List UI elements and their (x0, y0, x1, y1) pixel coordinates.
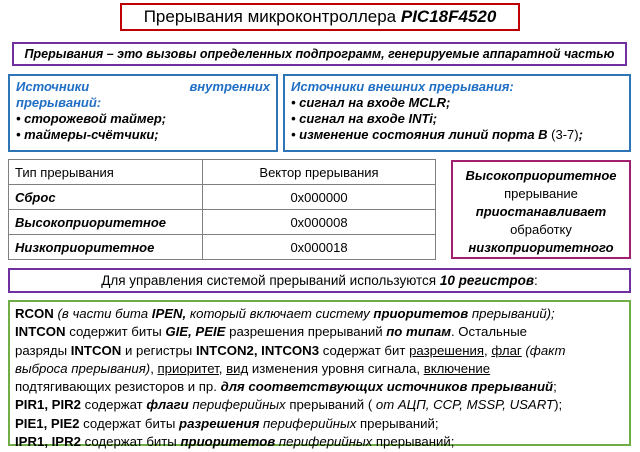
register-line-intcon-4 (15, 378, 624, 396)
registers-description (8, 300, 631, 450)
text-span: выброса прерывания) (15, 360, 151, 376)
text-span: , (150, 360, 158, 376)
control-count: 10 регистров (439, 273, 535, 288)
interrupt-type: Сброс (9, 185, 203, 210)
register-line-rcon (15, 305, 624, 323)
text-span: . Остальные (450, 324, 528, 340)
text-span: периферийных (259, 415, 357, 431)
external-heading: Источники внешних прерывания: (291, 79, 514, 94)
control-text: Для управления системой прерываний используются (101, 273, 440, 288)
table-row (9, 185, 436, 210)
title-prefix: Прерывания микроконтроллера (143, 7, 401, 26)
text-span: прерываний ( (285, 397, 376, 413)
priority-note (451, 160, 631, 259)
internal-heading (16, 79, 270, 95)
text-span: содержат (80, 397, 147, 413)
interrupt-vector: 0x000018 (203, 235, 436, 260)
register-line-ipr (15, 433, 624, 451)
external-item (291, 127, 623, 143)
text-span: изменения уровня сигнала, (248, 360, 424, 376)
text-span: и регистры (121, 342, 196, 358)
table-row (9, 210, 436, 235)
register-line-pir (15, 396, 624, 414)
external-item: • сигнал на входе MCLR; (291, 95, 451, 110)
text-span: IPEN, (151, 306, 187, 321)
text-span: подтягивающих резисторов и пр. (15, 379, 221, 395)
register-name: IPR1, IPR2 (15, 434, 81, 450)
control-end: : (534, 273, 538, 288)
text-span: периферийных (188, 397, 286, 413)
external-sources-box (283, 74, 631, 152)
register-line-pie (15, 415, 624, 433)
priority-note-line: низкоприоритетного (468, 240, 614, 255)
text-span: , (484, 342, 492, 358)
interrupt-vector: 0x000008 (203, 210, 436, 235)
text-span: содержат биты (79, 415, 180, 431)
table-header: Вектор прерывания (203, 160, 436, 185)
text-span: , (218, 360, 227, 376)
register-name: PIE1, PIE2 (15, 415, 80, 431)
register-name: PIR1, PIR2 (15, 397, 81, 413)
internal-heading-word-1: Источники (16, 79, 90, 94)
internal-sources-box (8, 74, 278, 152)
text-span: по типам (386, 324, 451, 340)
text-span: прерываний); (468, 306, 555, 321)
text-span: флаг (491, 342, 522, 358)
text-span: (факт (521, 342, 566, 358)
text-span: приоритет (157, 360, 219, 376)
text-span: содержат биты (80, 434, 181, 450)
text-span: приоритетов (180, 434, 276, 450)
text-span: разрешения (409, 342, 485, 358)
text-span: включение (423, 360, 491, 376)
text-span: ); (554, 397, 563, 413)
text-span: разрешения прерываний (225, 324, 387, 340)
title-chip: PIC18F4520 (400, 7, 497, 26)
vector-table (8, 159, 436, 260)
register-line-intcon-3 (15, 360, 624, 378)
text-span: прерываний; (356, 415, 439, 431)
table-header: Тип прерывания (9, 160, 203, 185)
text-span: GIE, PEIE (165, 324, 226, 340)
text-span: от АЦП, CCP, MSSP, USART (375, 397, 555, 413)
text-span: приоритетов (373, 306, 469, 321)
priority-note-line: обработку (510, 222, 572, 237)
register-line-intcon (15, 323, 624, 341)
interrupt-type: Высокоприоритетное (9, 210, 203, 235)
interrupt-type: Низкоприоритетное (9, 235, 203, 260)
text-span: INTCON (70, 342, 122, 358)
external-item: • сигнал на входе INTi; (291, 111, 438, 126)
external-item-range: (3-7) (551, 127, 579, 142)
interrupt-vector: 0x000000 (203, 185, 436, 210)
table-row (9, 235, 436, 260)
priority-note-line: прерывание (504, 186, 578, 201)
table-header-row (9, 160, 436, 185)
text-span: для соответствующих источников прерываний (220, 379, 554, 395)
text-span: разрешения (179, 415, 260, 431)
register-line-intcon-2 (15, 342, 624, 360)
definition-banner: Прерывания – это вызовы определенных подпрограмм, генерируемые аппаратной частью (12, 42, 627, 66)
text-span: прерываний; (372, 434, 455, 450)
text-span: ; (553, 379, 557, 395)
text-span: содержат бит (319, 342, 410, 358)
priority-note-line: приостанавливает (475, 204, 607, 219)
text-span: INTCON2, INTCON3 (195, 342, 320, 358)
text-span: который включает систему (186, 306, 374, 321)
external-item-end: ; (578, 127, 583, 142)
control-banner (8, 268, 631, 293)
register-name: INTCON (15, 324, 66, 340)
text-span: вид (226, 360, 249, 376)
text-span: (в части бита (53, 306, 152, 321)
register-name: RCON (15, 306, 54, 321)
internal-heading-word-2: внутренних (189, 79, 270, 94)
text-span: содержит биты (65, 324, 166, 340)
priority-note-line: Высокоприоритетное (465, 168, 617, 183)
internal-heading-end: прерываний: (16, 95, 102, 110)
text-span: разряды (15, 342, 71, 358)
page-title (120, 3, 520, 31)
text-span: флаги (146, 397, 189, 413)
internal-item: • сторожевой таймер; (16, 111, 167, 126)
external-item-text: • изменение состояния линий порта B (291, 127, 552, 142)
text-span: периферийных (275, 434, 373, 450)
internal-item: • таймеры-счётчики; (16, 127, 159, 142)
